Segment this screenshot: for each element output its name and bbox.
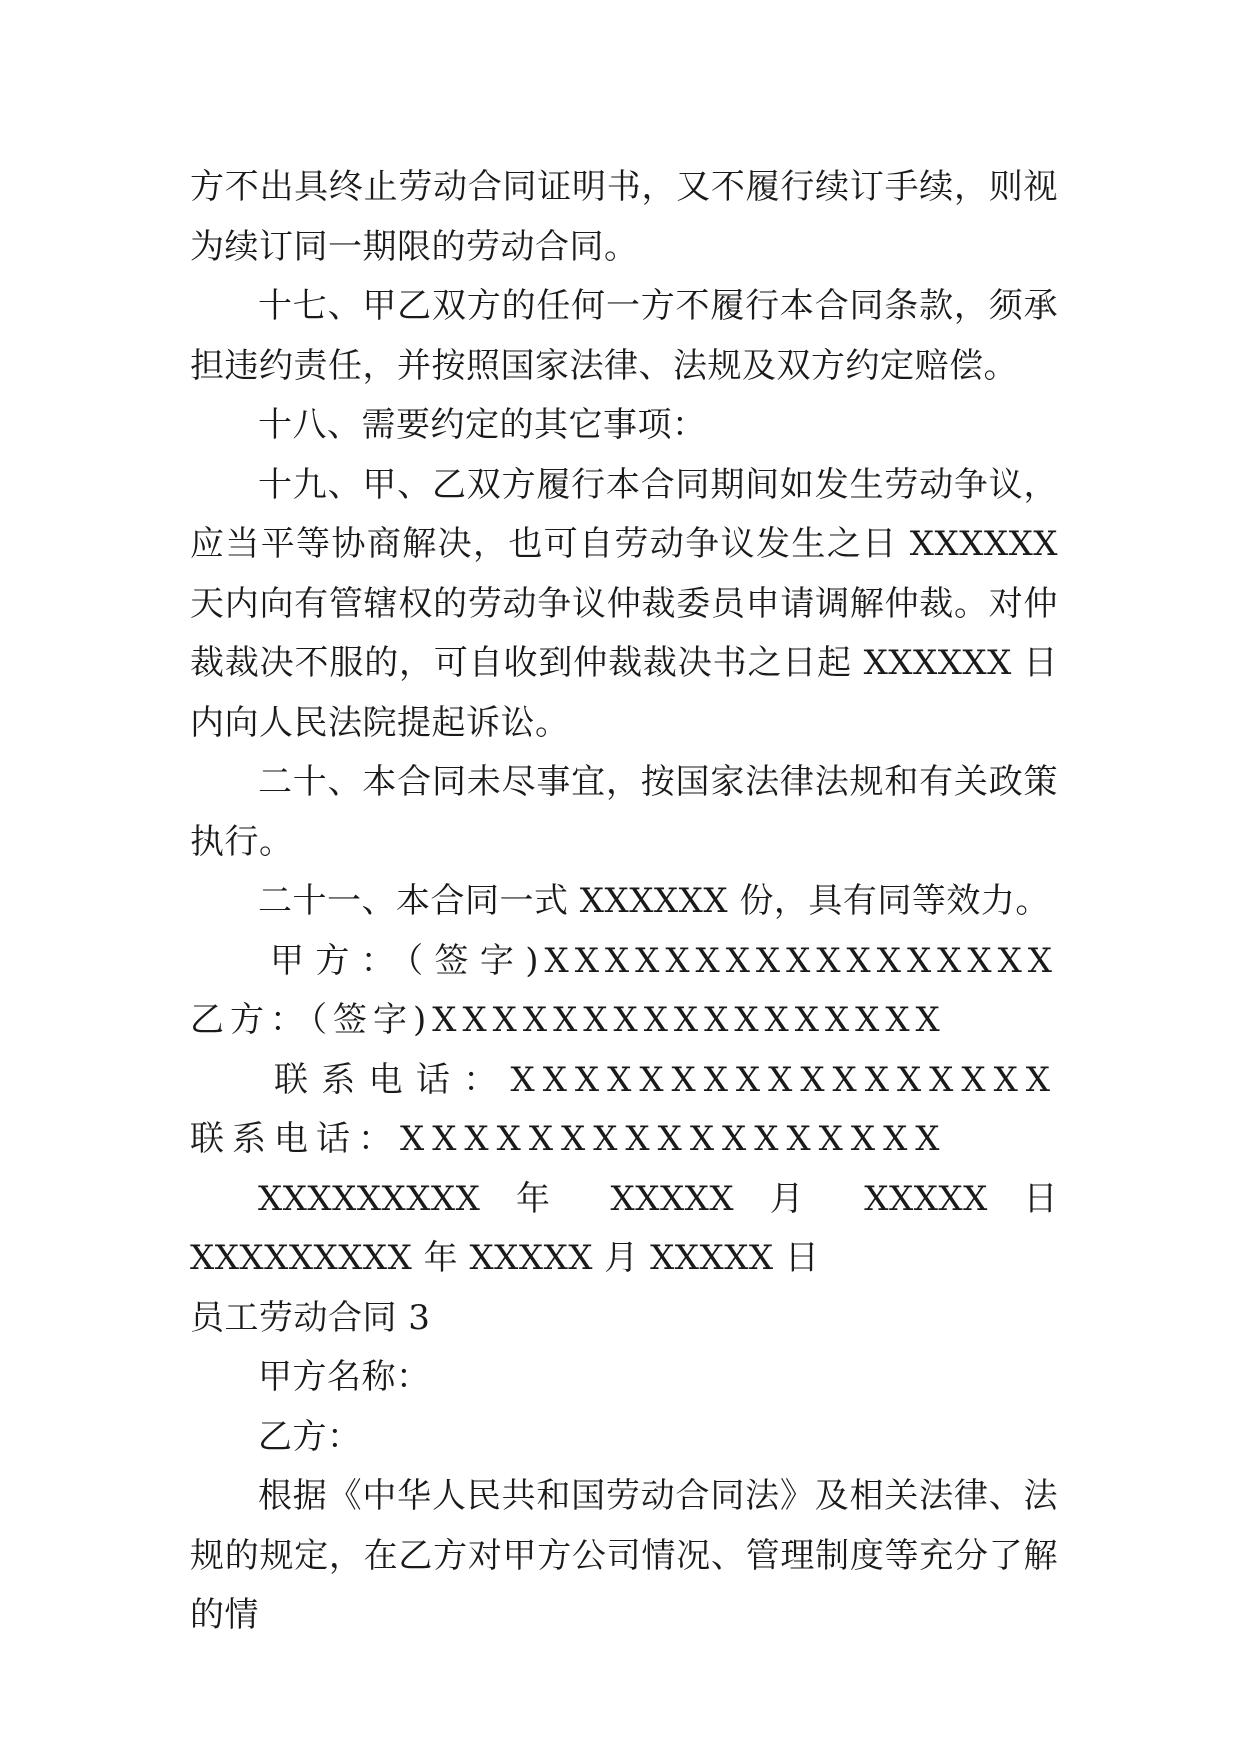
paragraph-renewal-clause: 方不出具终止劳动合同证明书，又不履行续订手续，则视为续订同一期限的劳动合同。	[190, 167, 1058, 267]
date-line: XXXXXXXXX 年 XXXXX 月 XXXXX 日 XXXXXXXXX 年 XXXXX 月 XXXXX 日	[190, 1178, 1058, 1278]
paragraph-clause-20: 二十、本合同未尽事宜，按国家法律法规和有关政策执行。	[190, 762, 1058, 862]
paragraph-clause-19: 十九、甲、乙双方履行本合同期间如发生劳动争议，应当平等协商解决，也可自劳动争议发生之日 XXXXXX 天内向有管辖权的劳动争议仲裁委员申请调解仲裁。对仲裁裁决不服的，可自收到仲裁裁决书之日起 XXXXXX 日内向人民法院提起诉讼。	[190, 464, 1058, 743]
contract-title: 员工劳动合同 3	[190, 1297, 431, 1338]
paragraph-clause-18: 十八、需要约定的其它事项：	[258, 405, 707, 445]
party-a-name-line: 甲方名称：	[258, 1357, 431, 1397]
phone-line: 联系电话：XXXXXXXXXXXXXXXXX 联系电话：XXXXXXXXXXXXXXXXX	[190, 1059, 1058, 1159]
party-b-line: 乙方：	[258, 1416, 362, 1457]
paragraph-clause-17: 十七、甲乙双方的任何一方不履行本合同条款，须承担违约责任，并按照国家法律、法规及双方约定赔偿。	[190, 286, 1058, 386]
document-body	[190, 158, 1058, 1646]
paragraph-clause-21: 二十一、本合同一式 XXXXXX 份，具有同等效力。	[258, 881, 1050, 921]
signature-line: 甲方：（签字)XXXXXXXXXXXXXXXXX 乙方：（签字)XXXXXXXXXXXXXXXXX	[190, 940, 1058, 1040]
paragraph-preamble: 根据《中华人民共和国劳动合同法》及相关法律、法规的规定，在乙方对甲方公司情况、管理制度等充分了解的情	[190, 1476, 1058, 1635]
